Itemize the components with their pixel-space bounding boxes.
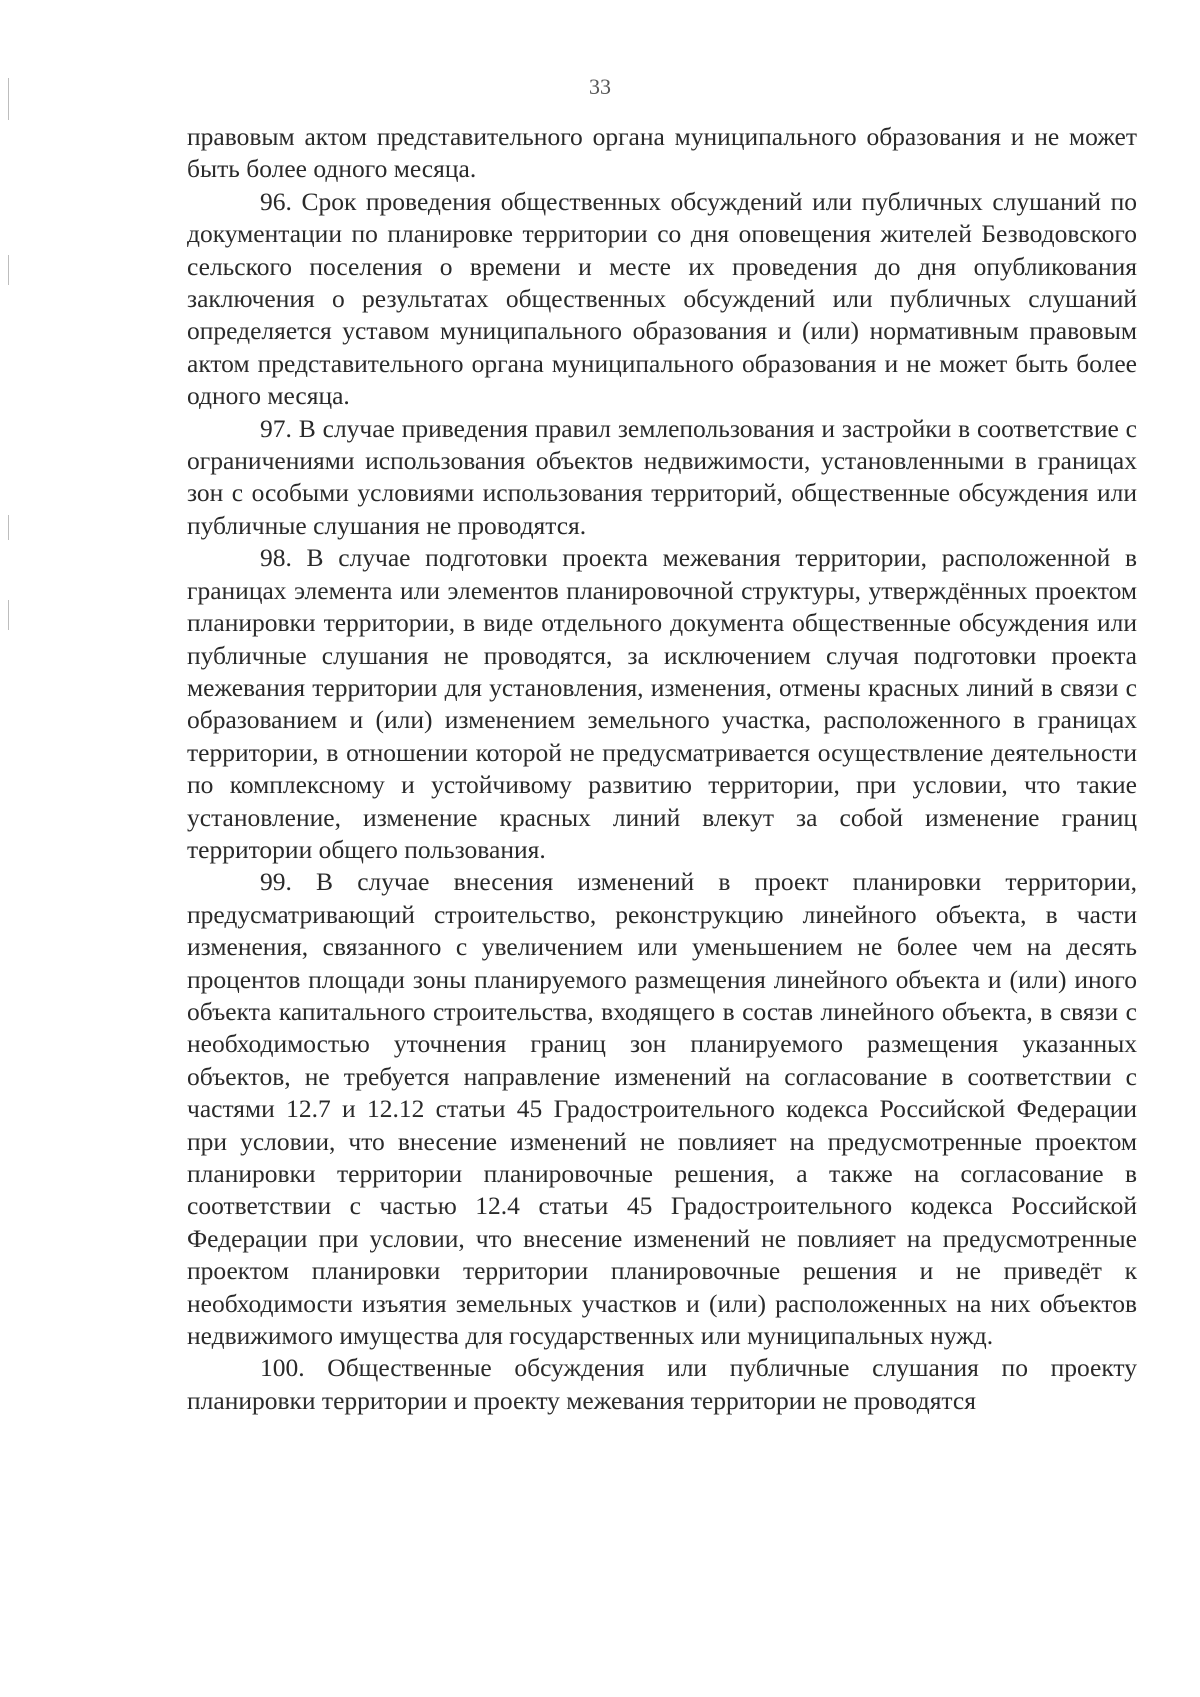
paragraph-96: 96. Срок проведения общественных обсуждений или публичных слушаний по документации по планировке территории со дня оповещения жителей Безводовского сельского поселения о времени и месте их проведения до дня опубликования заключения о результатах общественных обсуждений или публичных слушаний определяется уставом муниципального образования и (или) нормативным правовым актом представительного органа муниципального образования и не может быть более одного месяца. [187,186,1137,411]
paragraph-98: 98. В случае подготовки проекта межевания территории, расположенной в границах элемента или элементов планировочной структуры, утверждённых проектом планировки территории, в виде отдельного документа общественные обсуждения или публичные слушания не проводятся, за исключением случая подготовки проекта межевания территории для установления, изменения, отмены красных линий в связи с образованием и (или) изменением земельного участка, расположенного в границах территории, в отношении которой не предусматривается осуществление деятельности по комплексному и устойчивому развитию территории, при условии, что такие установление, изменение красных линий влекут за собой изменение границ территории общего пользования. [187,543,1137,864]
page-number: 33 [589,74,611,99]
paragraph-99: 99. В случае внесения изменений в проект планировки территории, предусматривающий строительство, реконструкцию линейного объекта, в части изменения, связанного с увеличением или уменьшением не более чем на десять процентов площади зоны планируемого размещения линейного объекта и (или) иного объекта капитального строительства, входящего в состав линейного объекта, в связи с необходимостью уточнения границ зон планируемого размещения указанных объектов, не требуется направление изменений на согласование в соответствии с частями 12.7 и 12.12 статьи 45 Градостроительного кодекса Российской Федерации при условии, что внесение изменений не повлияет на предусмотренные проектом планировки территории планировочные решения, а также на согласование в соответствии с частью 12.4 статьи 45 Градостроительного кодекса Российской Федерации при условии, что внесение изменений не повлияет на предусмотренные проектом планировки территории планировочные решения и не приведёт к необходимости изъятия земельных участков и (или) расположенных на них объектов недвижимого имущества для государственных или муниципальных нужд. [187,867,1137,1351]
paragraph-97: 97. В случае приведения правил землепользования и застройки в соответствие с ограничениями использования объектов недвижимости, установленными в границах зон с особыми условиями использования территорий, общественные обсуждения или публичные слушания не проводятся. [187,413,1137,540]
scan-edge-mark [8,600,9,630]
scan-edge-mark [8,255,9,285]
continuation-text: правовым актом представительного органа муниципального образования и не может быть более одного месяца. [187,122,1137,184]
paragraph-100: 100. Общественные обсуждения или публичные слушания по проекту планировки территории и проекту межевания территории не проводятся [187,1353,1137,1415]
scan-edge-mark [8,515,9,540]
document-body [187,121,1137,1417]
